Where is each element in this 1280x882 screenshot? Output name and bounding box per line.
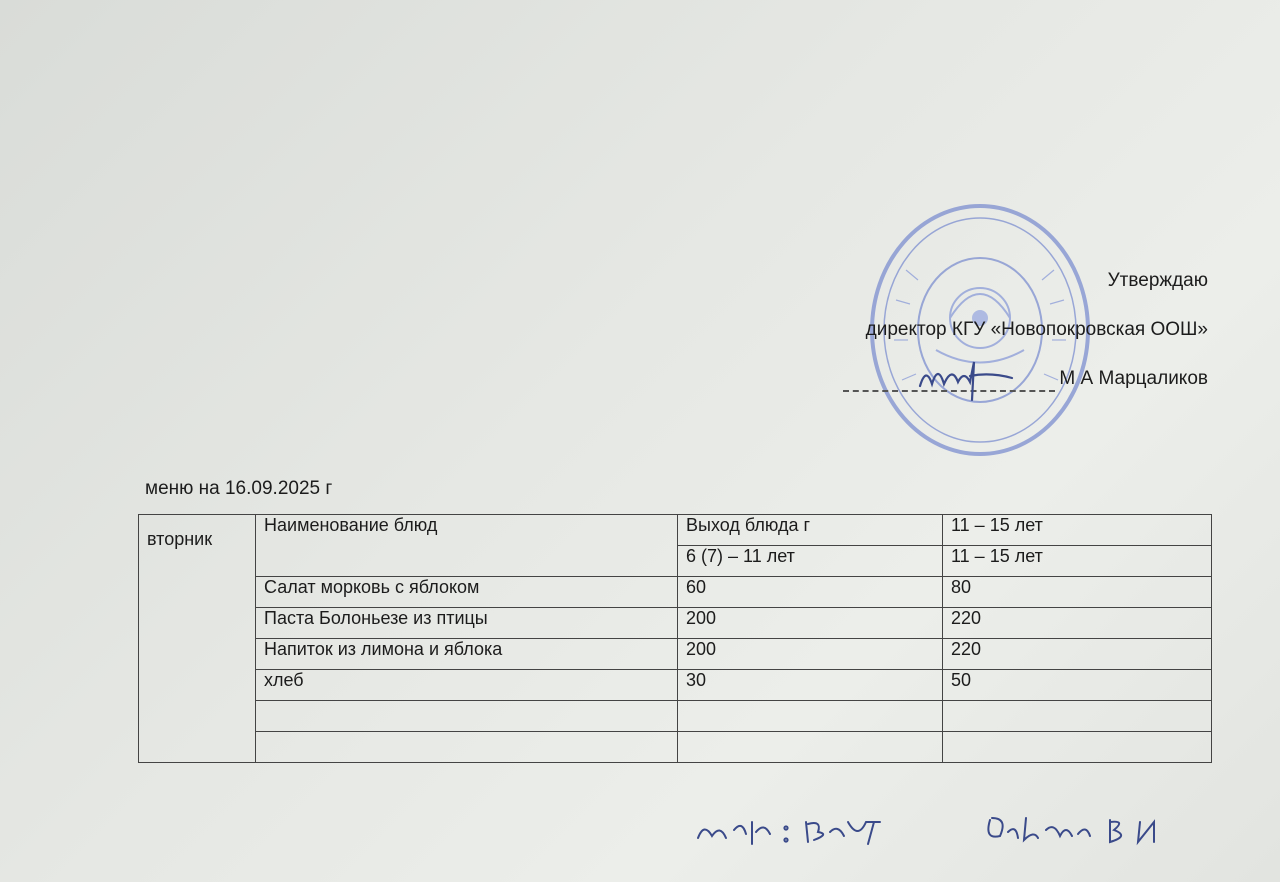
director-position: директор КГУ «Новопокровская ООШ»	[865, 319, 1208, 340]
sub-age-2: 11 – 15 лет	[943, 546, 1212, 577]
header-row	[139, 515, 1212, 546]
approval-block	[843, 268, 1208, 415]
portion-younger: 60	[678, 577, 943, 608]
dish-name: хлеб	[256, 670, 678, 701]
portion-older: 220	[943, 639, 1212, 670]
table-row	[139, 577, 1212, 608]
table-row	[139, 701, 1212, 732]
portion-younger: 200	[678, 608, 943, 639]
portion-older: 80	[943, 577, 1212, 608]
handwritten-signatures	[690, 800, 1210, 860]
signature-line	[843, 366, 1208, 392]
dish-name: Паста Болоньезе из птицы	[256, 608, 678, 639]
portion-older: 50	[943, 670, 1212, 701]
col-dish-name: Наименование блюд	[256, 515, 678, 577]
signer-name: М А Марцаликов	[1059, 368, 1208, 389]
dish-name: Напиток из лимона и яблока	[256, 639, 678, 670]
menu-title: меню на 16.09.2025 г	[145, 478, 333, 499]
table-row	[139, 608, 1212, 639]
portion-younger: 200	[678, 639, 943, 670]
portion-younger	[678, 701, 943, 732]
table-row	[139, 639, 1212, 670]
col-output: Выход блюда г	[678, 515, 943, 546]
menu-table	[138, 514, 1212, 763]
table-row	[139, 670, 1212, 701]
portion-older	[943, 732, 1212, 763]
portion-older: 220	[943, 608, 1212, 639]
portion-older	[943, 701, 1212, 732]
dish-name	[256, 732, 678, 763]
dish-name	[256, 701, 678, 732]
portion-younger	[678, 732, 943, 763]
dish-name: Салат морковь с яблоком	[256, 577, 678, 608]
director-signature	[912, 356, 1022, 404]
approve-heading: Утверждаю	[1107, 270, 1208, 291]
portion-younger: 30	[678, 670, 943, 701]
col-age-top: 11 – 15 лет	[943, 515, 1212, 546]
table-row	[139, 732, 1212, 763]
sub-age-1: 6 (7) – 11 лет	[678, 546, 943, 577]
day-cell: вторник	[139, 515, 256, 763]
